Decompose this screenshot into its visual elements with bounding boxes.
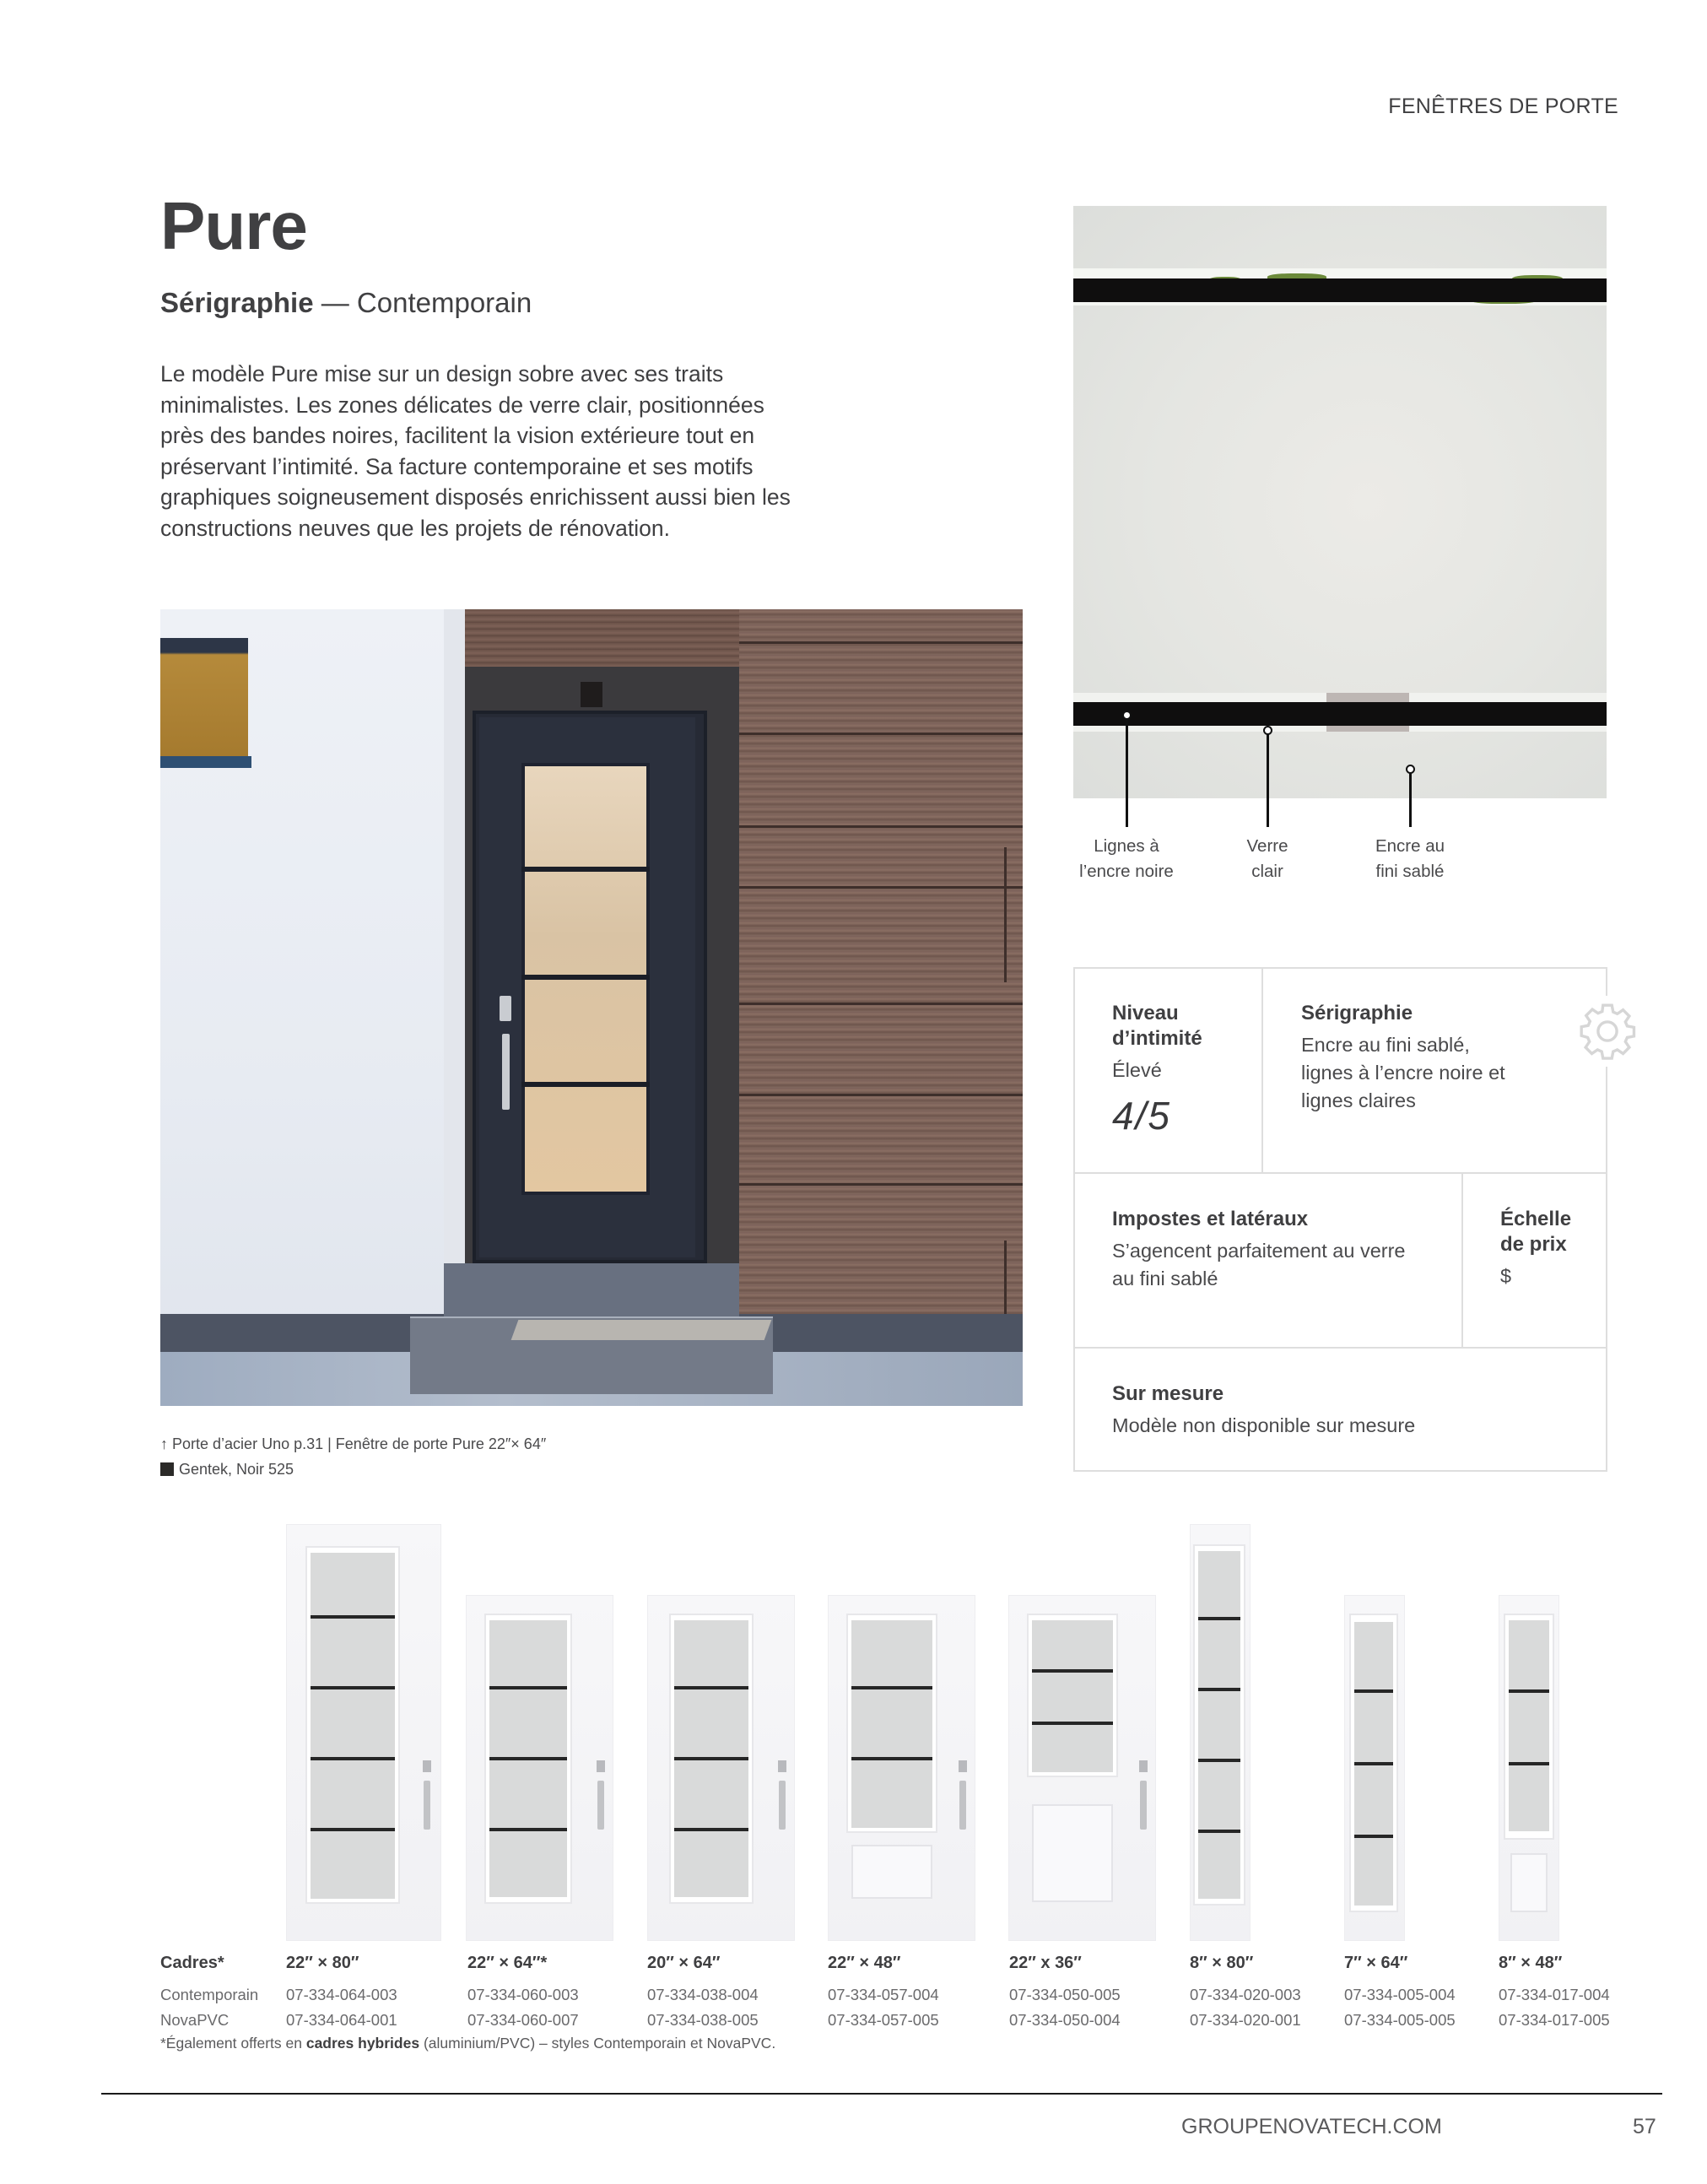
spec-custom: Sur mesure Modèle non disponible sur mesure xyxy=(1112,1382,1416,1436)
model-code: 07-334-038-004 xyxy=(647,1986,759,2003)
black-ink-band-top xyxy=(1073,278,1607,302)
privacy-level: Élevé xyxy=(1112,1059,1162,1081)
model-code: 07-334-020-001 xyxy=(1190,2011,1301,2029)
photo-caption xyxy=(160,1431,546,1482)
privacy-rating: 4/5 xyxy=(1112,1094,1171,1138)
door-lifestyle-photo xyxy=(160,609,1023,1406)
column-size: 22″ × 64″* xyxy=(467,1954,548,1972)
model-code: 07-334-020-003 xyxy=(1190,1986,1301,2003)
gear-icon xyxy=(1576,1000,1639,1062)
product-description: Le modèle Pure mise sur un design sobre avec ses traits minimalistes. Les zones délicates de verre clair, positionnées près des bandes noires, facilitent la vision extérieure tout en préservant l’intimité. Sa facture contemporaine et ses motifs graphiques soigneusement disposés enrichissent aussi bien les constructions neuves que les projets de rénovation. xyxy=(160,361,791,541)
thumbnail-22x80 xyxy=(286,1524,441,1941)
porch-light xyxy=(581,682,602,707)
arrow-up-icon: ↑ xyxy=(160,1435,168,1452)
model-code: 07-334-064-001 xyxy=(286,2011,397,2029)
model-code: 07-334-064-003 xyxy=(286,1986,397,2003)
model-code: 07-334-060-007 xyxy=(467,2011,579,2029)
column-size: 7″ × 64″ xyxy=(1344,1954,1408,1972)
model-code: 07-334-060-003 xyxy=(467,1986,579,2003)
column-size: 8″ × 48″ xyxy=(1499,1954,1563,1972)
spec-transoms-sidelites: Impostes et latéraux S’agencent parfaitement au verre au fini sablé xyxy=(1112,1208,1406,1289)
row-label-novapvc: NovaPVC xyxy=(160,2011,230,2029)
model-code: 07-334-005-005 xyxy=(1344,2011,1456,2029)
product-title: Pure xyxy=(160,188,307,263)
column-size: 22″ x 36″ xyxy=(1009,1954,1082,1972)
model-code: 07-334-038-005 xyxy=(647,2011,759,2029)
spec-privacy: Niveau d’intimité Élevé 4/5 xyxy=(1112,1001,1256,1138)
model-code: 07-334-017-004 xyxy=(1499,1986,1610,2003)
column-size: 8″ × 80″ xyxy=(1190,1954,1254,1972)
thumbnail-7x64 xyxy=(1344,1595,1405,1941)
subtitle-category: Sérigraphie xyxy=(160,287,314,318)
section-label: FENÊTRES DE PORTE xyxy=(1388,95,1618,118)
website-link[interactable]: GROUPENOVATECH.COM xyxy=(1181,2115,1442,2138)
callout-clear-glass: Verre clair xyxy=(1246,836,1288,881)
model-code: 07-334-057-005 xyxy=(828,2011,939,2029)
footer-divider xyxy=(101,2093,1662,2095)
subtitle-style: — Contemporain xyxy=(313,287,532,318)
column-size: 22″ × 48″ xyxy=(828,1954,901,1972)
thumbnail-22x36 xyxy=(1008,1595,1156,1941)
footnote: *Également offerts en cadres hybrides (aluminium/PVC) – styles Contemporain et NovaPVC. xyxy=(160,2035,776,2052)
price-value: $ xyxy=(1500,1265,1512,1287)
thumbnail-8x80 xyxy=(1190,1524,1251,1941)
caption-line-1: ↑ Porte d’acier Uno p.31 | Fenêtre de porte Pure 22″× 64″ xyxy=(160,1435,547,1452)
page-number: 57 xyxy=(1633,2115,1656,2138)
thumbnail-22x48 xyxy=(828,1595,975,1941)
thumbnail-20x64 xyxy=(647,1595,795,1941)
callout-sandblast-ink: Encre au fini sablé xyxy=(1375,836,1445,881)
spec-serigraphy: Sérigraphie Encre au fini sablé, lignes à l’encre noire et lignes claires xyxy=(1301,1002,1505,1111)
thumbnail-8x48 xyxy=(1499,1595,1559,1941)
model-code: 07-334-050-004 xyxy=(1009,2011,1121,2029)
product-subtitle xyxy=(160,287,532,319)
caption-line-2: Gentek, Noir 525 xyxy=(160,1457,546,1482)
model-code: 07-334-050-005 xyxy=(1009,1986,1121,2003)
model-code: 07-334-005-004 xyxy=(1344,1986,1456,2003)
table-header-frames: Cadres* xyxy=(160,1954,224,1972)
spec-price-scale: Échelle de prix $ xyxy=(1500,1207,1602,1290)
color-swatch-icon xyxy=(160,1462,174,1476)
glass-closeup-photo xyxy=(1073,206,1607,798)
thumbnail-22x64 xyxy=(466,1595,613,1941)
model-code: 07-334-017-005 xyxy=(1499,2011,1610,2029)
column-size: 20″ × 64″ xyxy=(647,1954,721,1972)
black-ink-band-bottom xyxy=(1073,702,1607,726)
callout-black-ink-lines: Lignes à l’encre noire xyxy=(1079,836,1174,881)
model-code: 07-334-057-004 xyxy=(828,1986,939,2003)
side-window xyxy=(160,638,248,758)
column-size: 22″ × 80″ xyxy=(286,1954,359,1972)
row-label-contemporain: Contemporain xyxy=(160,1986,259,2003)
